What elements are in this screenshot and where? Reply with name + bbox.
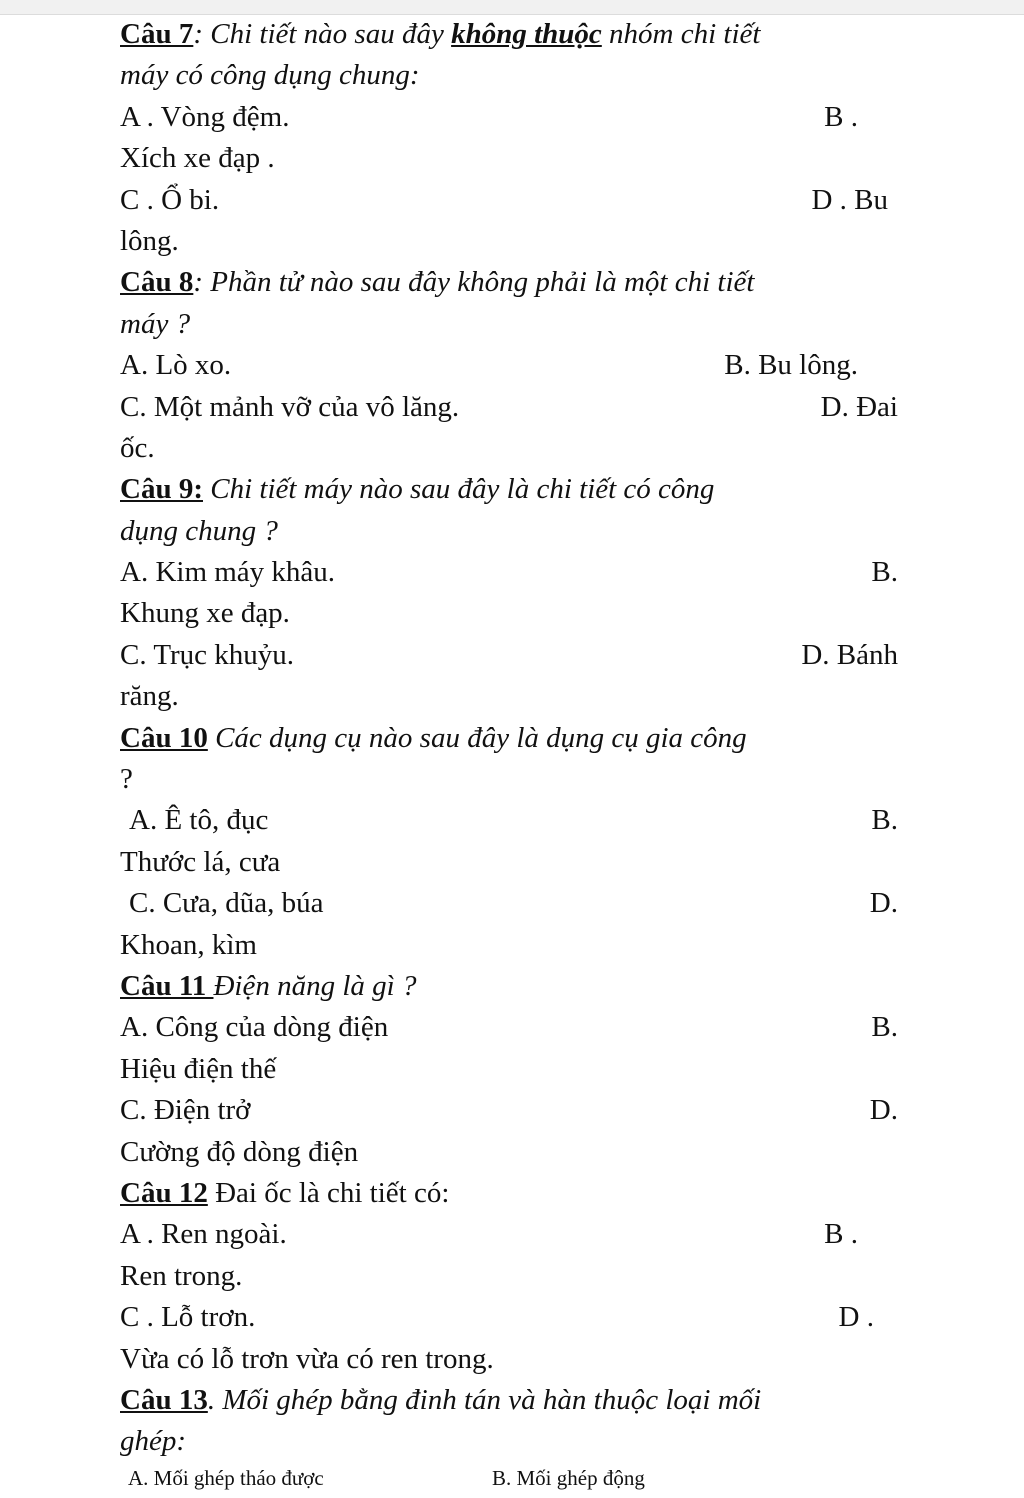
q8-option-b: B. Bu lông. <box>724 349 858 382</box>
q9-option-b-label: B. <box>871 556 898 589</box>
q10-option-d-text: Khoan, kìm <box>120 928 257 961</box>
document-page <box>120 14 898 1463</box>
q10-option-d-label: D. <box>869 887 898 920</box>
q7-option-row-cd <box>120 180 898 221</box>
q8-option-d-text: ốc. <box>120 431 155 464</box>
q10-option-b-text: Thước lá, cưa <box>120 845 281 878</box>
q9-option-d-text: răng. <box>120 680 179 713</box>
q12-option-a: A . Ren ngoài. <box>120 1218 287 1251</box>
q12-option-row-cd <box>120 1297 898 1338</box>
q10-stem-cont: ? <box>120 763 133 796</box>
q12-option-b-text: Ren trong. <box>120 1259 243 1292</box>
q13-option-a: A. Mối ghép tháo được <box>128 1466 324 1490</box>
q7-option-b-label: B . <box>824 100 858 133</box>
q9-label: Câu 9: <box>120 473 203 506</box>
q7-emphasis: không thuộc <box>451 18 602 50</box>
q13-option-b: B. Mối ghép động <box>492 1466 645 1490</box>
q10-option-b-label: B. <box>871 804 898 837</box>
q13-stem: Câu 13. Mối ghép bằng đinh tán và hàn thuộc loại mối <box>120 1383 762 1416</box>
q12-option-b-label: B . <box>824 1218 858 1251</box>
q9-option-row-ab <box>120 552 898 593</box>
q12-option-c: C . Lỗ trơn. <box>120 1301 256 1334</box>
q12-label: Câu 12 <box>120 1176 208 1209</box>
q11-option-row-ab <box>120 1007 898 1048</box>
q9-option-row-cd <box>120 635 898 676</box>
q11-option-a: A. Công của dòng điện <box>120 1011 389 1044</box>
q12-stem: Câu 12 Đai ốc là chi tiết có: <box>120 1176 450 1209</box>
q11-option-row-cd <box>120 1090 898 1131</box>
q13-stem-cont: ghép: <box>120 1425 187 1458</box>
q7-option-b-text: Xích xe đạp . <box>120 142 275 175</box>
q11-label: Câu 11 <box>120 969 214 1002</box>
q8-option-c: C. Một mảnh vỡ của vô lăng. <box>120 390 460 423</box>
q13-label: Câu 13 <box>120 1383 208 1416</box>
q9-option-b-text: Khung xe đạp. <box>120 597 290 630</box>
q9-option-a: A. Kim máy khâu. <box>120 556 336 589</box>
q11-stem: Câu 11 Điện năng là gì ? <box>120 969 417 1002</box>
q8-option-row-ab <box>120 345 898 386</box>
q7-stem: Câu 7: Chi tiết nào sau đây không thuộc nhóm chi tiết <box>120 18 761 50</box>
q9-option-c: C. Trục khuỷu. <box>120 638 295 671</box>
q7-option-a: A . Vòng đệm. <box>120 100 290 133</box>
q9-option-d-label: D. Bánh <box>801 638 898 671</box>
q10-option-row-ab <box>120 800 898 841</box>
q7-option-d-text: lông. <box>120 224 179 257</box>
q11-option-b-text: Hiệu điện thế <box>120 1052 277 1085</box>
q7-label: Câu 7 <box>120 18 194 50</box>
q10-stem: Câu 10 Các dụng cụ nào sau đây là dụng cụ gia công <box>120 721 747 754</box>
q7-option-row-ab <box>120 97 898 138</box>
q8-label: Câu 8 <box>120 266 194 299</box>
q7-stem-cont: máy có công dụng chung: <box>120 59 420 92</box>
q8-option-d-label: D. Đai <box>820 390 898 423</box>
q10-label: Câu 10 <box>120 721 208 754</box>
q13-option-row <box>128 1464 728 1492</box>
q8-stem: Câu 8: Phần tử nào sau đây không phải là một chi tiết <box>120 266 755 299</box>
q10-option-c: C. Cưa, dũa, búa <box>129 887 324 920</box>
q8-option-row-cd <box>120 387 898 428</box>
q9-stem: Câu 9: Chi tiết máy nào sau đây là chi tiết có công <box>120 473 715 506</box>
q11-option-b-label: B. <box>871 1011 898 1044</box>
q7-option-c: C . Ổ bi. <box>120 183 220 216</box>
q11-option-c: C. Điện trở <box>120 1094 251 1127</box>
q9-stem-cont: dụng chung ? <box>120 514 278 547</box>
q11-option-d-label: D. <box>869 1094 898 1127</box>
q8-option-a: A. Lò xo. <box>120 349 232 382</box>
q12-option-d-text: Vừa có lỗ trơn vừa có ren trong. <box>120 1342 494 1375</box>
q11-option-d-text: Cường độ dòng điện <box>120 1135 359 1168</box>
q10-option-row-cd <box>120 883 898 924</box>
q12-option-d-label: D . <box>838 1301 874 1334</box>
q10-option-a: A. Ê tô, đục <box>129 804 269 837</box>
viewer-top-bar <box>0 0 1024 15</box>
q8-stem-cont: máy ? <box>120 307 191 340</box>
q7-option-d-label: D . Bu <box>811 183 888 216</box>
q12-option-row-ab <box>120 1214 898 1255</box>
